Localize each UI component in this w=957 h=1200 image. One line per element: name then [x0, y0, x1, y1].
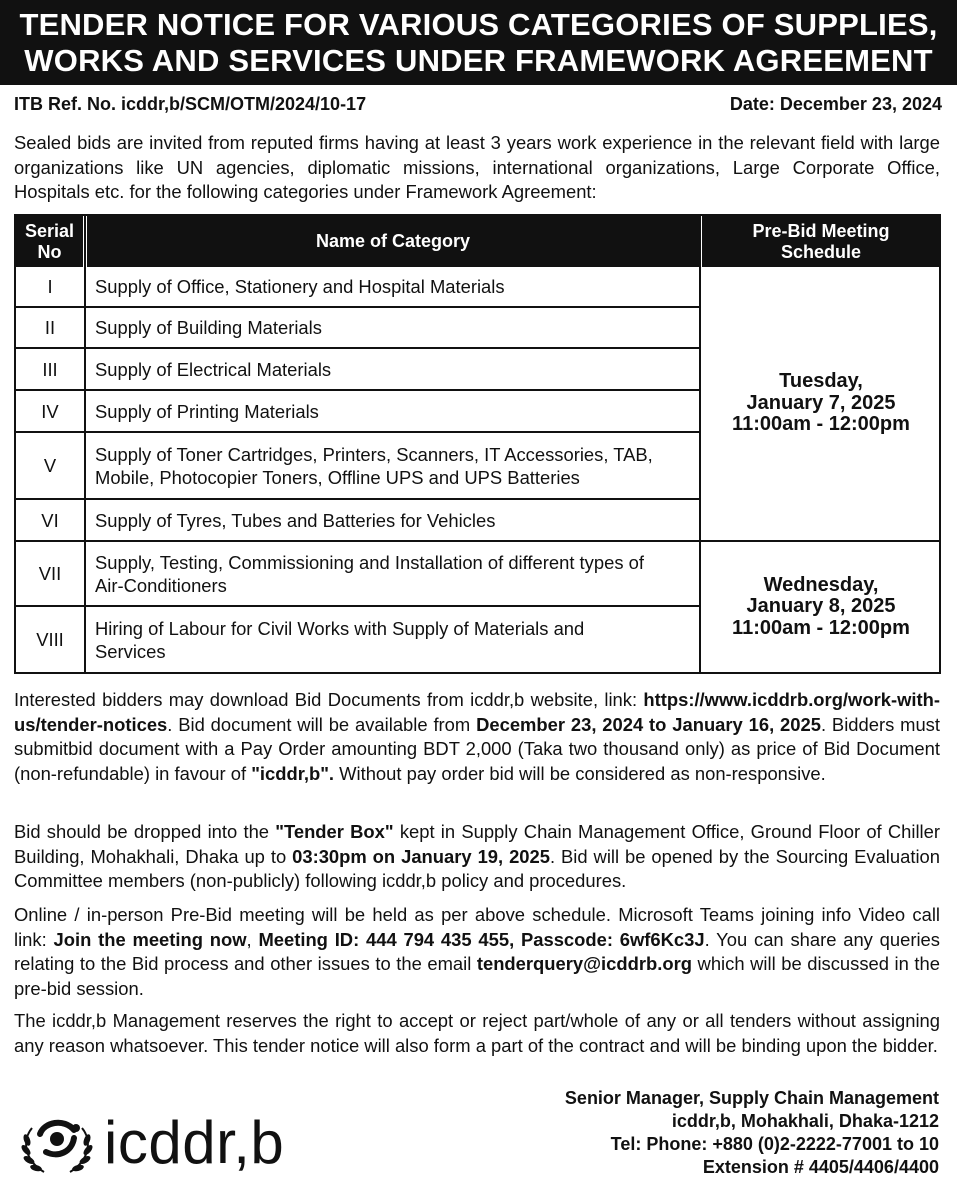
query-email[interactable]: tenderquery@icddrb.org [476, 953, 692, 974]
table-row-name: Hiring of Labour for Civil Works with Supply of Materials and Services [95, 617, 585, 662]
itb-reference: ITB Ref. No. icddr,b/SCM/OTM/2024/10-17 [14, 94, 367, 114]
payee-name: "icddr,b". [251, 762, 335, 784]
schedule-day: Wednesday, [763, 573, 879, 596]
table-row-serial: VII [38, 563, 62, 584]
contact-extension: Extension # 4405/4406/4400 [702, 1157, 939, 1177]
prebid-paragraph: Online / in-person Pre-Bid meeting will be held as per above schedule. Microsoft Teams joining info Video call link: Join the meeting now, Meeting ID: 444 794 435 455, Passcode: 6wf6Kc3J. You can share any queries relating to the Bid process and other issues to the email tenderquery@icddrb.org which will be discussed in the pre-bid session. [14, 904, 940, 999]
contact-title: Senior Manager, Supply Chain Management [564, 1088, 939, 1108]
notice-date: Date: December 23, 2024 [729, 94, 942, 114]
icddrb-emblem-icon [18, 1104, 96, 1182]
contact-block [565, 1087, 939, 1179]
meeting-credentials: Meeting ID: 444 794 435 455, Passcode: 6wf6Kc3J [258, 928, 705, 950]
schedule-date: January 8, 2025 [746, 595, 896, 618]
header-category-name: Name of Category [87, 216, 699, 267]
download-paragraph: Interested bidders may download Bid Documents from icddr,b website, link: https://www.icddrb.org/work-with-us/tender-notices. Bid document will be available from December 23, 2024 to January 16, 2025. Bidders must submitbid document with a Pay Order amounting BDT 2,000 (Taka two thousand only) as price of Bid Document (non-refundable) in favour of "icddr,b". Without pay order bid will be considered as non-responsive. [14, 689, 940, 784]
notice-header [0, 0, 957, 85]
table-row-name: Supply of Tyres, Tubes and Batteries for Vehicles [95, 509, 496, 531]
availability-period: December 23, 2024 to January 16, 2025 [476, 713, 821, 735]
table-row-name: Supply of Toner Cartridges, Printers, Scanners, IT Accessories, TAB, Mobile, Photocopier Toners, Offline UPS and UPS Batteries [95, 443, 653, 488]
table-row-serial: VIII [36, 629, 64, 650]
table-row-serial: V [43, 455, 57, 476]
reservation-paragraph: The icddr,b Management reserves the right to accept or reject part/whole of any or all tenders without assigning any reason whatsoever. This tender notice will also form a part of the contract and will be binding upon the bidder. [14, 1010, 940, 1056]
table-row-serial: VI [41, 509, 59, 531]
logo-wordmark: icddr,b [104, 1109, 285, 1176]
submission-deadline: 03:30pm on January 19, 2025 [292, 845, 550, 867]
contact-address: icddr,b, Mohakhali, Dhaka-1212 [671, 1111, 939, 1131]
table-row-name: Supply, Testing, Commissioning and Installation of different types of Air-Conditioners [95, 551, 644, 596]
table-row-name: Supply of Electrical Materials [95, 358, 332, 380]
tender-box: "Tender Box" [275, 821, 394, 842]
table-divider [699, 216, 701, 672]
category-table [14, 214, 941, 674]
schedule-block [702, 542, 940, 672]
notice-title-line2: WORKS AND SERVICES UNDER FRAMEWORK AGREEMENT [24, 42, 933, 78]
join-meeting-link[interactable]: Join the meeting now [53, 928, 247, 950]
table-row-name: Supply of Printing Materials [95, 400, 319, 422]
table-row-serial: I [47, 276, 53, 297]
schedule-day: Tuesday, [779, 370, 863, 393]
table-row-serial: IV [41, 400, 59, 422]
reference-line [14, 93, 942, 115]
schedule-date: January 7, 2025 [746, 391, 896, 414]
icddrb-logo [18, 1103, 284, 1183]
header-schedule: Pre-Bid Meeting Schedule [702, 216, 940, 267]
table-divider [84, 216, 86, 672]
table-row-name: Supply of Office, Stationery and Hospital Materials [95, 276, 505, 297]
intro-paragraph: Sealed bids are invited from reputed firms having at least 3 years work experience in the relevant field with large organizations like UN agencies, diplomatic missions, international organizations, Large Corporate Office, Hospitals etc. for the following categories under Framework Agreement: [14, 132, 940, 202]
submission-paragraph: Bid should be dropped into the "Tender Box" kept in Supply Chain Management Office, Ground Floor of Chiller Building, Mohakhali, Dhaka up to 03:30pm on January 19, 2025. Bid will be opened by the Sourcing Evaluation Committee members (non-publicly) following icddr,b policy and procedures. [14, 821, 940, 891]
contact-phone: Tel: Phone: +880 (0)2-2222-77001 to 10 [610, 1134, 939, 1154]
schedule-time: 11:00am - 12:00pm [732, 616, 910, 639]
table-row-serial: III [42, 358, 58, 380]
header-serial: Serial No [16, 216, 83, 267]
schedule-time: 11:00am - 12:00pm [732, 413, 910, 436]
table-row-name: Supply of Building Materials [95, 317, 322, 338]
notice-title-line1: TENDER NOTICE FOR VARIOUS CATEGORIES OF SUPPLIES, [19, 6, 938, 42]
schedule-block [702, 267, 940, 540]
tender-link[interactable]: https://www.icddrb.org/work-with-us/tender-notices [14, 689, 940, 735]
table-row-serial: II [44, 317, 56, 338]
